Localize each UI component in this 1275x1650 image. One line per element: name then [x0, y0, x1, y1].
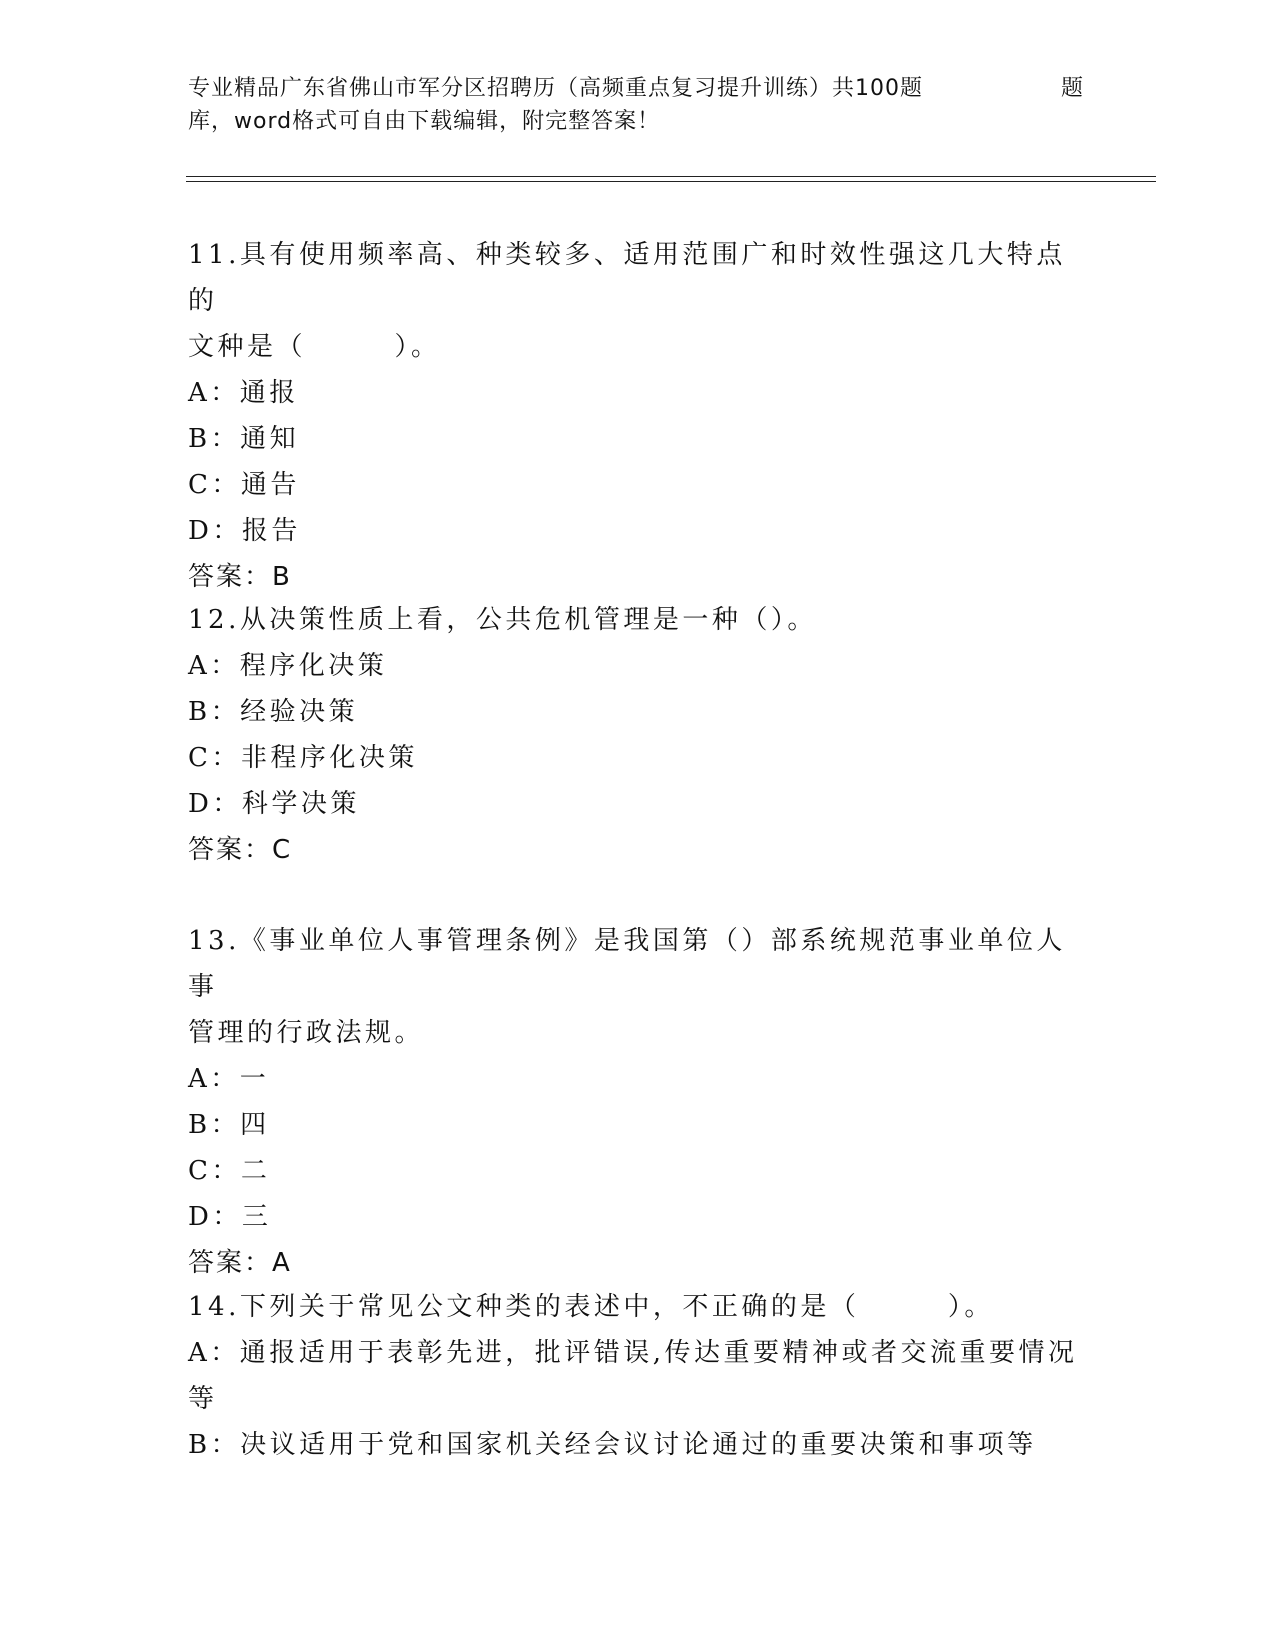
option-b: B：经验决策	[188, 697, 359, 727]
option-b: B：决议适用于党和国家机关经会议讨论通过的重要决策和事项等	[188, 1430, 1037, 1460]
answer: 答案：B	[188, 562, 292, 592]
question-stem: 11.具有使用频率高、种类较多、适用范围广和时效性强这几大特点的	[188, 240, 1066, 316]
option-a: A：通报适用于表彰先进，批评错误,传达重要精神或者交流重要情况	[188, 1338, 1078, 1368]
question-stem: 12.从决策性质上看，公共危机管理是一种（）。	[188, 605, 817, 635]
option-d: D：科学决策	[188, 789, 360, 819]
header-title-tail: 题	[1061, 76, 1085, 101]
option-a: A：一	[188, 1064, 270, 1094]
header-title: 专业精品广东省佛山市军分区招聘历（高频重点复习提升训练）共100题	[188, 76, 923, 101]
option-a: A：通报	[188, 378, 299, 408]
option-c: C：非程序化决策	[188, 743, 418, 773]
option-a-continued: 等	[188, 1384, 218, 1414]
header-line-2: 库，word格式可自由下载编辑，附完整答案！	[188, 109, 661, 134]
option-c: C：通告	[188, 470, 300, 500]
answer: 答案：C	[188, 835, 293, 865]
option-c: C：二	[188, 1156, 271, 1186]
page-header	[188, 72, 1088, 138]
question-stem: 管理的行政法规。	[188, 1018, 425, 1048]
option-d: D：三	[188, 1202, 272, 1232]
option-d: D：报告	[188, 516, 301, 546]
option-b: B：四	[188, 1110, 270, 1140]
question-11	[188, 232, 1088, 600]
header-divider-top	[186, 176, 1156, 177]
question-stem: 文种是（ ）。	[188, 332, 441, 362]
header-line-1	[188, 72, 1088, 105]
question-14	[188, 1284, 1088, 1468]
question-13	[188, 918, 1088, 1286]
question-stem: 13.《事业单位人事管理条例》是我国第（）部系统规范事业单位人事	[188, 926, 1066, 1002]
question-stem: 14.下列关于常见公文种类的表述中，不正确的是（ ）。	[188, 1292, 994, 1322]
header-divider-bottom	[186, 181, 1156, 182]
answer: 答案：A	[188, 1248, 292, 1278]
question-12	[188, 597, 1088, 873]
option-b: B：通知	[188, 424, 300, 454]
option-a: A：程序化决策	[188, 651, 388, 681]
